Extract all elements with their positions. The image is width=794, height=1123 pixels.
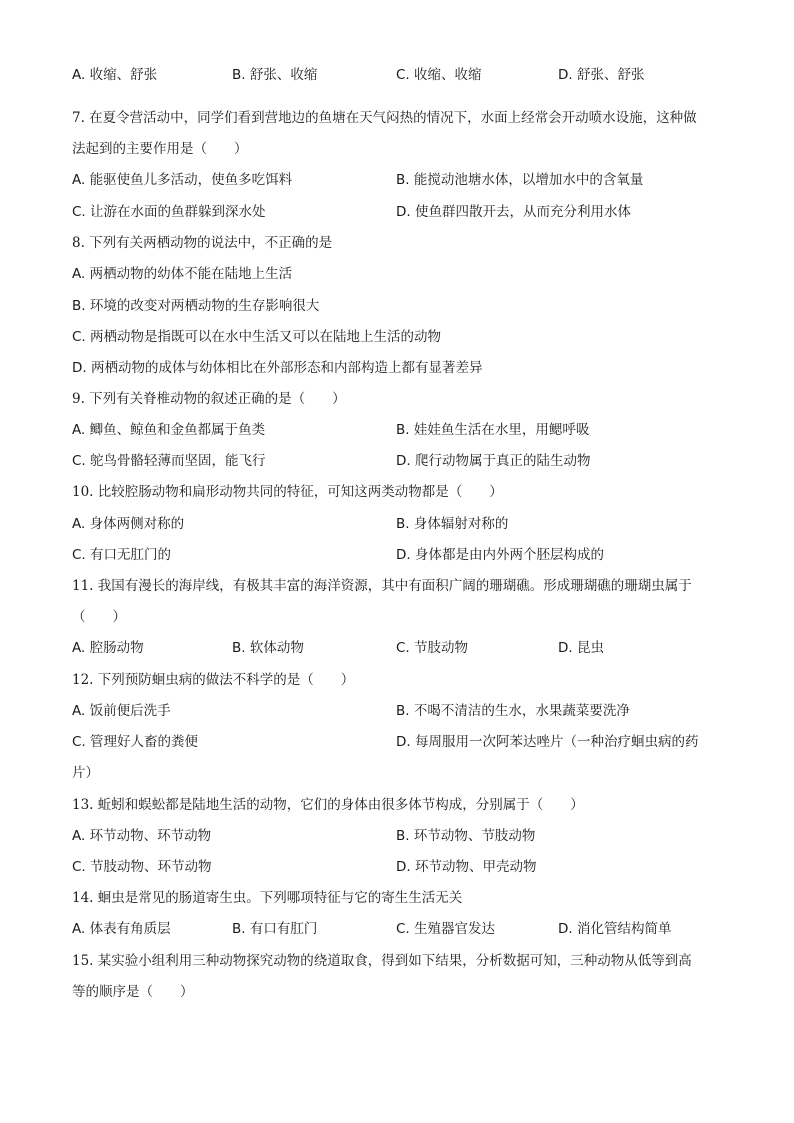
q15-stem-line1: 15. 某实验小组利用三种动物探究动物的绕道取食，得到如下结果，分析数据可知，三种动物从低等到高 xyxy=(72,953,692,969)
q7-options-row2 xyxy=(72,202,734,222)
q9-options-row2 xyxy=(72,451,734,471)
q15-stem-line2: 等的顺序是（ ） xyxy=(72,984,194,1000)
q14-option-b: B. 有口有肛门 xyxy=(232,921,318,937)
q8-option-a: A. 两栖动物的幼体不能在陆地上生活 xyxy=(72,266,293,282)
q7-option-a: A. 能驱使鱼儿多活动，使鱼多吃饵料 xyxy=(72,172,293,188)
q7-option-d: D. 使鱼群四散开去，从而充分利用水体 xyxy=(396,204,631,220)
q14-stem: 14. 蛔虫是常见的肠道寄生虫。下列哪项特征与它的寄生生活无关 xyxy=(72,890,463,906)
q6-option-d: D. 舒张、舒张 xyxy=(558,67,645,83)
q13-option-c: C. 节肢动物、环节动物 xyxy=(72,859,212,875)
q12-stem: 12. 下列预防蛔虫病的做法不科学的是（ ） xyxy=(72,672,355,688)
q12-option-b: B. 不喝不清洁的生水，水果蔬菜要洗净 xyxy=(396,703,630,719)
q6-option-a: A. 收缩、舒张 xyxy=(72,67,158,83)
q8-option-b: B. 环境的改变对两栖动物的生存影响很大 xyxy=(72,298,320,314)
q7-stem-line2: 法起到的主要作用是（ ） xyxy=(72,141,248,157)
q12-options-row2 xyxy=(72,732,734,752)
q8-option-c: C. 两栖动物是指既可以在水中生活又可以在陆地上生活的动物 xyxy=(72,329,442,345)
q6-option-b: B. 舒张、收缩 xyxy=(232,67,318,83)
q11-option-d: D. 昆虫 xyxy=(558,640,604,656)
q13-option-a: A. 环节动物、环节动物 xyxy=(72,828,212,844)
q8-option-d: D. 两栖动物的成体与幼体相比在外部形态和内部构造上都有显著差异 xyxy=(72,360,483,376)
q11-option-c: C. 节肢动物 xyxy=(396,640,469,656)
q9-option-d: D. 爬行动物属于真正的陆生动物 xyxy=(396,453,591,469)
q13-option-b: B. 环节动物、节肢动物 xyxy=(396,828,536,844)
q10-option-a: A. 身体两侧对称的 xyxy=(72,516,185,532)
q7-option-c: C. 让游在水面的鱼群躲到深水处 xyxy=(72,204,266,220)
q11-option-a: A. 腔肠动物 xyxy=(72,640,144,656)
q11-stem-line1: 11. 我国有漫长的海岸线，有极其丰富的海洋资源，其中有面积广阔的珊瑚礁。形成珊瑚礁的珊瑚虫属于 xyxy=(72,578,692,594)
q9-options-row1 xyxy=(72,420,734,440)
q8-stem: 8. 下列有关两栖动物的说法中，不正确的是 xyxy=(72,235,333,251)
q12-options-row1 xyxy=(72,701,734,721)
q13-option-d: D. 环节动物、甲壳动物 xyxy=(396,859,537,875)
q9-option-a: A. 鲫鱼、鲸鱼和金鱼都属于鱼类 xyxy=(72,422,266,438)
q12-option-a: A. 饭前便后洗手 xyxy=(72,703,171,719)
q10-option-c: C. 有口无肛门的 xyxy=(72,547,172,563)
q14-option-c: C. 生殖器官发达 xyxy=(396,921,496,937)
q12-option-d: D. 每周服用一次阿苯达唑片（一种治疗蛔虫病的药 xyxy=(396,734,699,750)
q14-options xyxy=(72,919,734,939)
q10-options-row2 xyxy=(72,545,734,565)
q10-option-b: B. 身体辐射对称的 xyxy=(396,516,509,532)
q12-option-d-wrap: 片） xyxy=(72,765,99,781)
q14-option-a: A. 体表有角质层 xyxy=(72,921,171,937)
q13-options-row2 xyxy=(72,857,734,877)
q9-option-c: C. 鸵鸟骨骼轻薄而坚固，能飞行 xyxy=(72,453,266,469)
q11-stem-line2: （ ） xyxy=(72,609,126,625)
q6-options xyxy=(72,65,734,85)
q7-option-b: B. 能搅动池塘水体，以增加水中的含氧量 xyxy=(396,172,644,188)
q11-options xyxy=(72,638,734,658)
q6-option-c: C. 收缩、收缩 xyxy=(396,67,482,83)
q10-stem: 10. 比较腔肠动物和扁形动物共同的特征，可知这两类动物都是（ ） xyxy=(72,484,503,500)
q7-stem-line1: 7. 在夏令营活动中，同学们看到营地边的鱼塘在天气闷热的情况下，水面上经常会开动喷水设施，这种做 xyxy=(72,110,697,126)
q13-stem: 13. 蚯蚓和蜈蚣都是陆地生活的动物，它们的身体由很多体节构成，分别属于（ ） xyxy=(72,797,584,813)
q10-options-row1 xyxy=(72,514,734,534)
q9-stem: 9. 下列有关脊椎动物的叙述正确的是（ ） xyxy=(72,391,346,407)
q14-option-d: D. 消化管结构简单 xyxy=(558,921,672,937)
q13-options-row1 xyxy=(72,826,734,846)
q11-option-b: B. 软体动物 xyxy=(232,640,304,656)
q7-options-row1 xyxy=(72,170,734,190)
q9-option-b: B. 娃娃鱼生活在水里，用鳃呼吸 xyxy=(396,422,590,438)
q10-option-d: D. 身体都是由内外两个胚层构成的 xyxy=(396,547,604,563)
q12-option-c: C. 管理好人畜的粪便 xyxy=(72,734,199,750)
